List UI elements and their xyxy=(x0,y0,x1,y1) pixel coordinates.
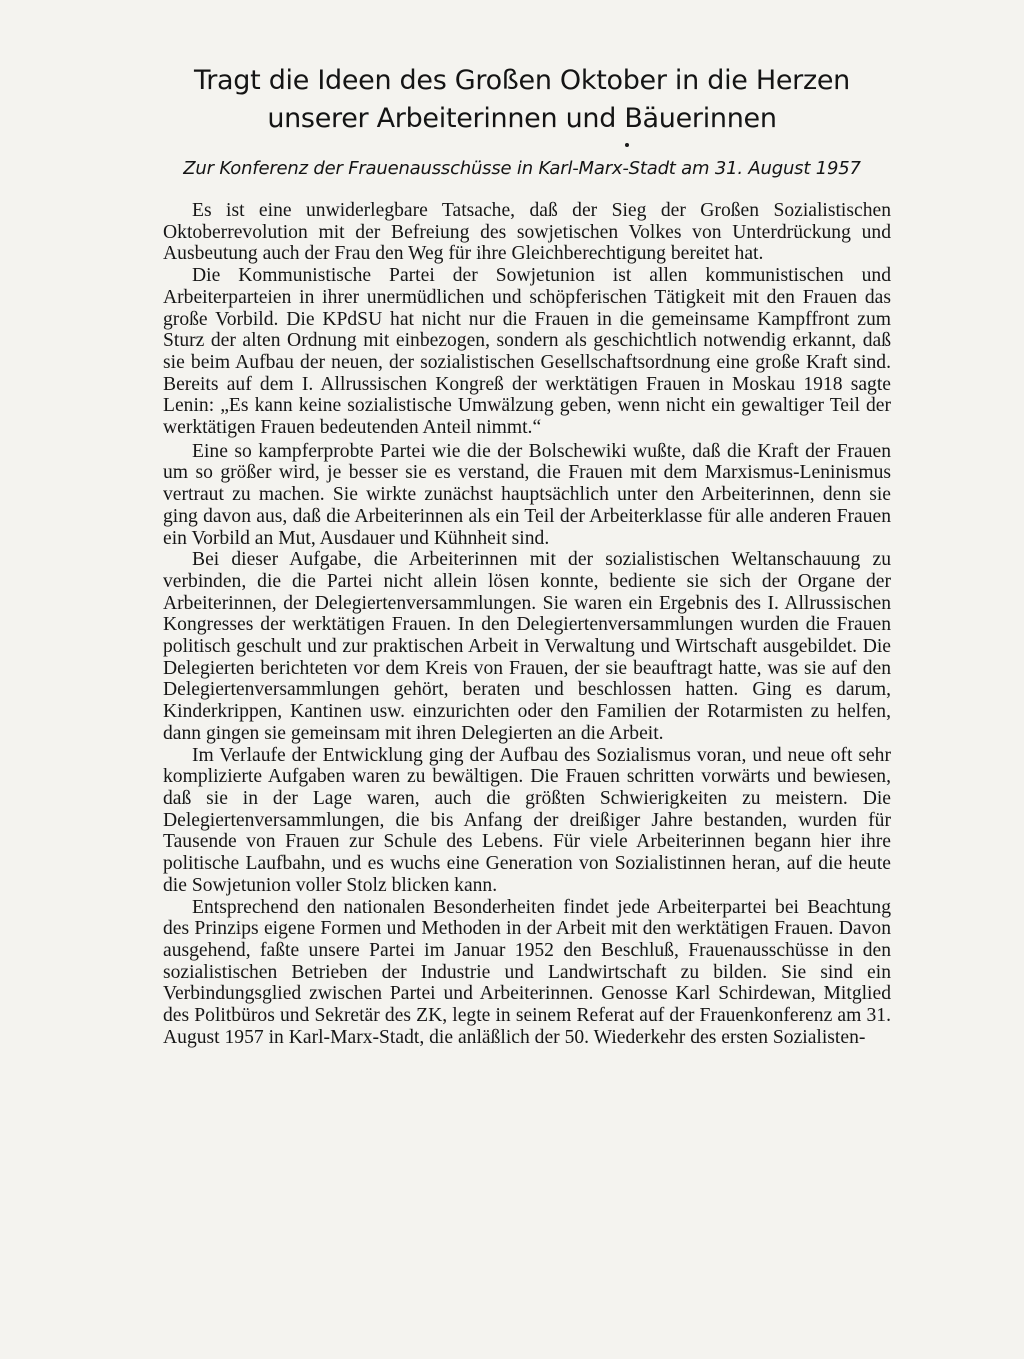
paragraph: Es ist eine unwiderlegbare Tatsache, daß der Sieg der Großen Sozialistischen Oktoberrevolution mit der Befreiung des sowjetischen Volkes von Unterdrückung und Ausbeutung auch der Frau den Weg für ihre Gleichberechtigung bereitet hat. xyxy=(163,200,891,265)
paragraph: Im Verlaufe der Entwicklung ging der Aufbau des Sozialismus voran, und neue oft sehr komplizierte Aufgaben waren zu bewältigen. Die Frauen schritten vorwärts und bewiesen, daß sie in der Lage waren, auch die größten Schwierigkeiten zu meistern. Die Delegiertenversammlungen, die bis Anfang der dreißiger Jahre bestanden, wurden für Tausende von Frauen zur Schule des Lebens. Für viele Arbeiterinnen begann hier ihre politische Laufbahn, und es wuchs eine Generation von Sozialistinnen heran, auf die heute die Sowjetunion voller Stolz blicken kann. xyxy=(163,744,891,896)
title-line: unserer Arbeiterinnen und Bäuerinnen xyxy=(267,103,777,134)
title-ornament-dot xyxy=(625,143,629,147)
paragraph: Entsprechend den nationalen Besonderheiten findet jede Arbeiterpartei bei Beachtung des Prinzips eigene Formen und Methoden in der Arbeit mit den werktätigen Frauen. Davon ausgehend, faßte unsere Partei im Januar 1952 den Beschluß, Frauenausschüsse in den sozialistischen Betrieben der Industrie und Landwirtschaft zu bilden. Sie sind ein Verbindungsglied zwischen Partei und Arbeiterinnen. Genosse Karl Schirdewan, Mitglied des Politbüros und Sekretär des ZK, legte in seinem Referat auf der Frauenkonferenz am 31. August 1957 in Karl-Marx-Stadt, die anläßlich der 50. Wiederkehr des ersten Sozialisten- xyxy=(163,896,891,1048)
article-subtitle: Zur Konferenz der Frauenausschüsse in Karl-Marx-Stadt am 31. August 1957 xyxy=(183,158,861,179)
article-body xyxy=(163,200,891,1048)
paragraph: Die Kommunistische Partei der Sowjetunion ist allen kommunistischen und Arbeiterparteien in ihrer unermüdlichen und schöpferischen Tätigkeit mit den Frauen das große Vorbild. Die KPdSU hat nicht nur die Frauen in die gemeinsame Kampffront zum Sturz der alten Ordnung mit einbezogen, sondern als geschichtlich notwendig erkannt, daß sie beim Aufbau der neuen, der sozialistischen Gesellschaftsordnung eine große Kraft sind. Bereits auf dem I. Allrussischen Kongreß der werktätigen Frauen in Moskau 1918 sagte Lenin: „Es kann keine sozialistische Umwälzung geben, wenn nicht ein gewaltiger Teil der werktätigen Frauen bedeutenden Anteil nimmt.“ xyxy=(163,265,891,439)
article-title xyxy=(150,62,894,138)
paragraph: Eine so kampferprobte Partei wie die der Bolschewiki wußte, daß die Kraft der Frauen um so größer wird, je besser sie es verstand, die Frauen mit dem Marxismus-Leninismus vertraut zu machen. Sie wirkte zunächst hauptsächlich unter den Arbeiterinnen, denn sie ging davon aus, daß die Arbeiterinnen als ein Teil der Arbeiterklasse für alle anderen Frauen ein Vorbild an Mut, Ausdauer und Kühnheit sind. xyxy=(163,440,891,549)
title-line: Tragt die Ideen des Großen Oktober in die Herzen xyxy=(194,65,850,96)
paragraph: Bei dieser Aufgabe, die Arbeiterinnen mit der sozialistischen Weltanschauung zu verbinden, die die Partei nicht allein lösen konnte, bediente sie sich der Organe der Arbeiterinnen, der Delegiertenversammlungen. Sie waren ein Ergebnis des I. Allrussischen Kongresses der werktätigen Frauen. In den Delegiertenversammlungen wurden die Frauen politisch geschult und zur praktischen Arbeit in Verwaltung und Wirtschaft ausgebildet. Die Delegierten berichteten vor dem Kreis von Frauen, der sie beauftragt hatte, was sie auf den Delegiertenversammlungen gehört, beraten und beschlossen hatten. Ging es darum, Kinderkrippen, Kantinen usw. einzurichten oder den Familien der Rotarmisten zu helfen, dann gingen sie gemeinsam mit ihren Delegierten an die Arbeit. xyxy=(163,549,891,744)
